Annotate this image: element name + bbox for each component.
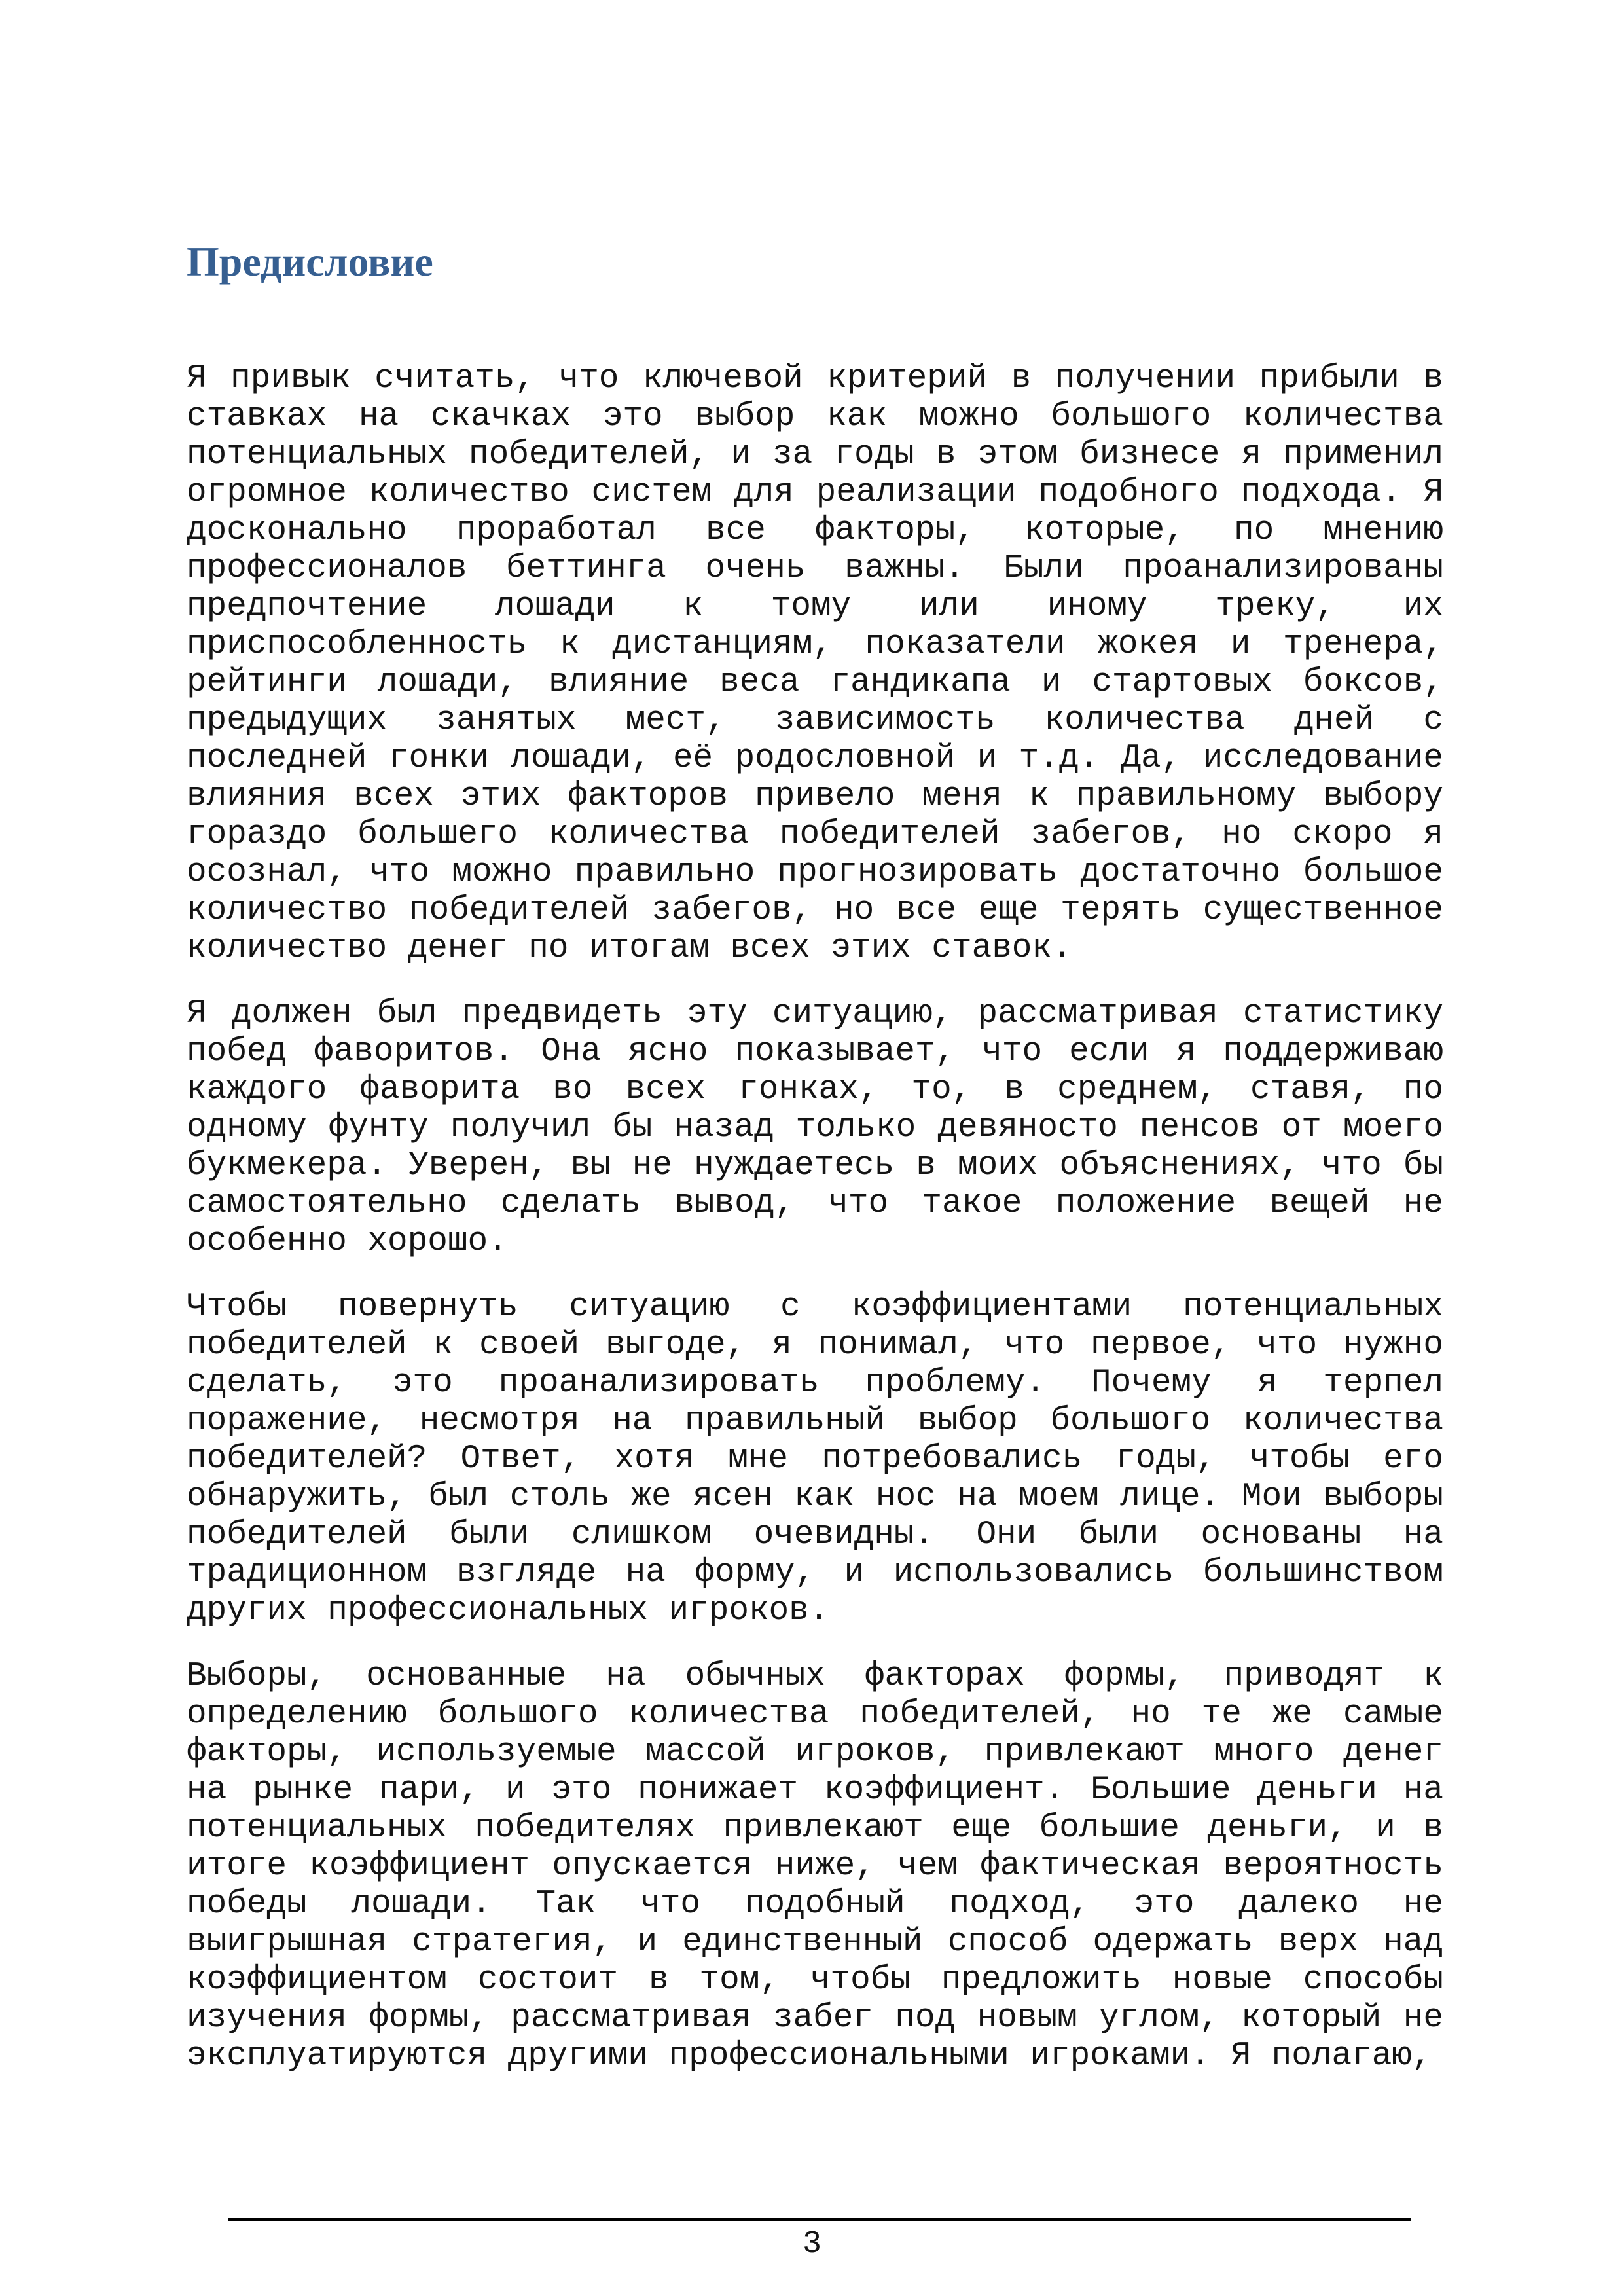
- page-title: Предисловие: [187, 238, 433, 285]
- document-content: [187, 237, 1443, 2075]
- paragraph-2: Я должен был предвидеть эту ситуацию, рассматривая статистику побед фаворитов. Она ясно показывает, что если я поддерживаю каждого фаворита во всех гонках, то, в среднем, ставя, по одному фунту получил бы назад только девяносто пенсов от моего букмекера. Уверен, вы не нуждаетесь в моих объяснениях, что бы самостоятельно сделать вывод, что такое положение вещей не особенно хорошо.: [187, 995, 1443, 1260]
- paragraph-4: Выборы, основанные на обычных факторах формы, приводят к определению большого количества победителей, но те же самые факторы, используемые массой игроков, привлекают много денег на рынке пари, и это понижает коэффициент. Большие деньги на потенциальных победителях привлекают еще большие деньги, и в итоге коэффициент опускается ниже, чем фактическая вероятность победы лошади. Так что подобный подход, это далеко не выигрышная стратегия, и единственный способ одержать верх над коэффициентом состоит в том, чтобы предложить новые способы изучения формы, рассматривая забег под новым углом, который не эксплуатируются другими профессиональными игроками. Я полагаю,: [187, 1658, 1443, 2075]
- page-number: 3: [803, 2227, 821, 2262]
- footer-divider: [228, 2218, 1411, 2221]
- paragraph-1: Я привык считать, что ключевой критерий в получении прибыли в ставках на скачках это выбор как можно большого количества потенциальных победителей, и за годы в этом бизнесе я применил огромное количество систем для реализации подобного подхода. Я досконально проработал все факторы, которые, по мнению профессионалов беттинга очень важны. Были проанализированы предпочтение лошади к тому или иному треку, их приспособленность к дистанциям, показатели жокея и тренера, рейтинги лошади, влияние веса гандикапа и стартовых боксов, предыдущих занятых мест, зависимость количества дней с последней гонки лошади, её родословной и т.д. Да, исследование влияния всех этих факторов привело меня к правильному выбору гораздо большего количества победителей забегов, но скоро я осознал, что можно правильно прогнозировать достаточно большое количество победителей забегов, но все еще терять существенное количество денег по итогам всех этих ставок.: [187, 360, 1443, 967]
- paragraph-3: Чтобы повернуть ситуацию с коэффициентами потенциальных победителей к своей выгоде, я понимал, что первое, что нужно сделать, это проанализировать проблему. Почему я терпел поражение, несмотря на правильный выбор большого количества победителей? Ответ, хотя мне потребовались годы, чтобы его обнаружить, был столь же ясен как нос на моем лице. Мои выборы победителей были слишком очевидны. Они были основаны на традиционном взгляде на форму, и использовались большинством других профессиональных игроков.: [187, 1288, 1443, 1630]
